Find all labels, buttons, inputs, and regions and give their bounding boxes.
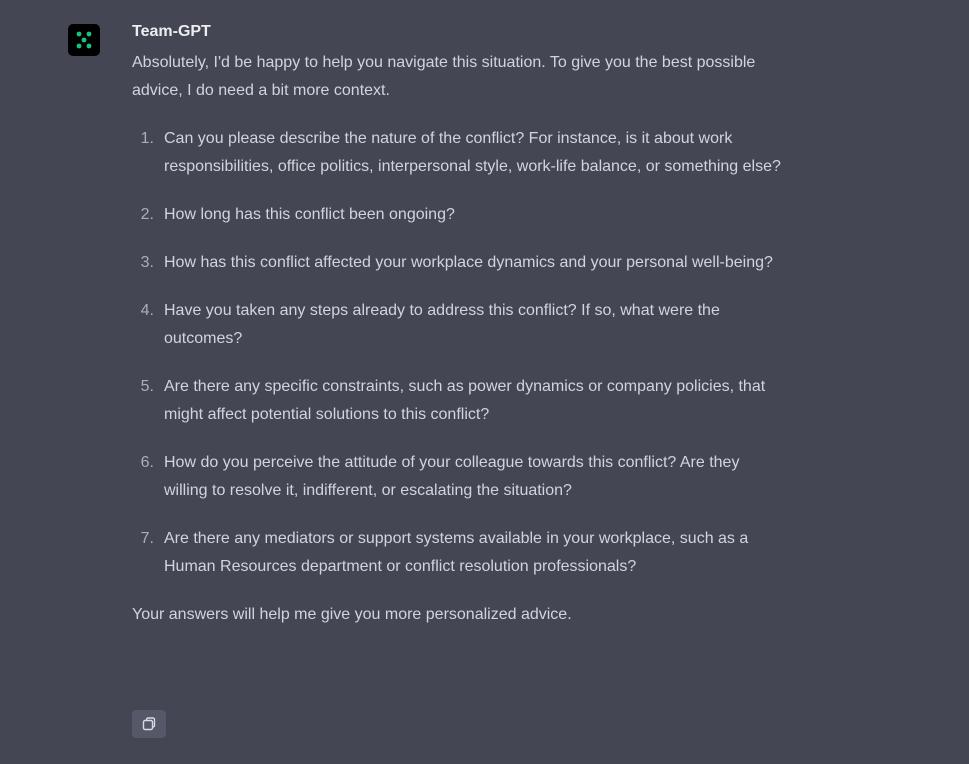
list-item: [132, 373, 782, 429]
list-item-number: 2.: [140, 206, 154, 223]
list-item-number: 5.: [140, 378, 154, 395]
copy-button[interactable]: [132, 710, 166, 738]
list-item-text: How long has this conflict been ongoing?: [164, 206, 455, 223]
list-item: [132, 201, 782, 229]
list-item-number: 1.: [140, 130, 154, 147]
list-item-text: Are there any specific constraints, such as power dynamics or company policies, that might affect potential solutions to this conflict?: [164, 378, 766, 423]
message-intro: Absolutely, I'd be happy to help you navigate this situation. To give you the best possible advice, I do need a bit more context.: [132, 54, 756, 99]
list-item: [132, 449, 782, 505]
list-item-text: How has this conflict affected your workplace dynamics and your personal well-being?: [164, 254, 773, 271]
message-closing: Your answers will help me give you more personalized advice.: [132, 606, 572, 623]
list-item-number: 7.: [140, 530, 154, 547]
list-item: [132, 297, 782, 353]
list-item: [132, 249, 782, 277]
list-item-number: 3.: [140, 254, 154, 271]
list-item-number: 4.: [140, 302, 154, 319]
list-item-text: Have you taken any steps already to address this conflict? If so, what were the outcomes?: [164, 302, 720, 347]
copy-icon: [141, 716, 157, 732]
message-author: Team-GPT: [132, 23, 211, 40]
message-content: [132, 20, 782, 629]
list-item: [132, 525, 782, 581]
list-item: [132, 125, 782, 181]
assistant-avatar: [68, 24, 100, 56]
list-item-text: Can you please describe the nature of the conflict? For instance, is it about work responsibilities, office politics, interpersonal style, work-life balance, or something else?: [164, 130, 781, 175]
list-item-text: Are there any mediators or support systems available in your workplace, such as a Human Resources department or conflict resolution professionals?: [164, 530, 749, 575]
question-list: [132, 125, 782, 581]
list-item-number: 6.: [140, 454, 154, 471]
list-item-text: How do you perceive the attitude of your colleague towards this conflict? Are they willing to resolve it, indifferent, or escalating the situation?: [164, 454, 740, 499]
team-gpt-logo-icon: [68, 24, 100, 56]
